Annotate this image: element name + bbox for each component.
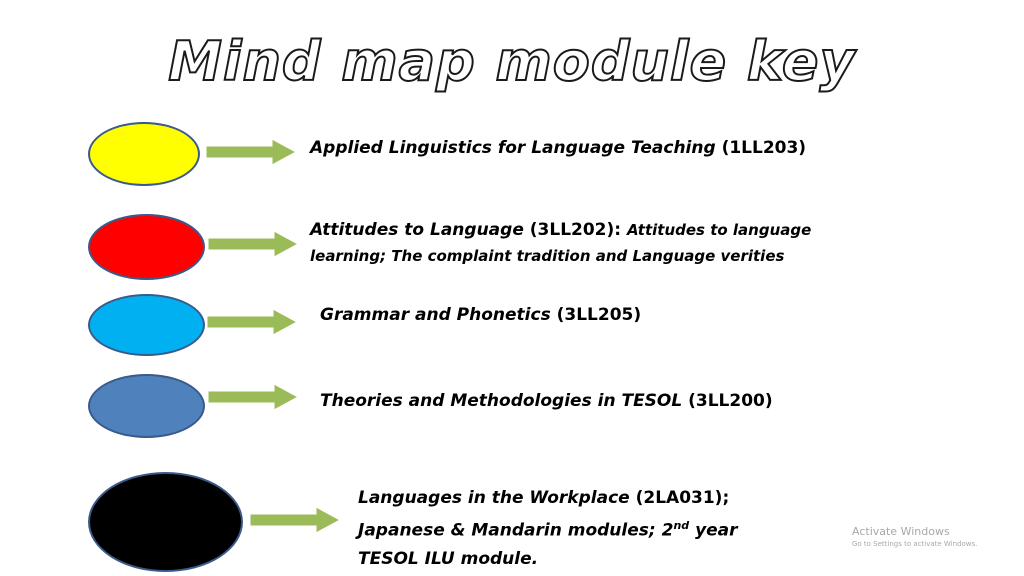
page-title: Mind map module key: [168, 30, 856, 93]
black-oval: [88, 472, 243, 572]
item-label-languages-workplace: Languages in the Workplace (2LA031); Japanese & Mandarin modules; 2nd year TESOL ILU module.: [358, 488, 738, 569]
activate-windows-watermark: Activate Windows Go to Settings to activate Windows.: [852, 525, 978, 548]
red-oval: [88, 214, 205, 280]
steel-blue-oval: [88, 374, 205, 438]
item-label-attitudes-to-language: Attitudes to Language (3LL202): Attitudes to language learning; The complaint tradition and Language verities: [310, 220, 812, 265]
light-blue-oval: [88, 294, 205, 356]
arrow-icon: [208, 231, 300, 257]
arrow-icon: [250, 507, 342, 533]
item-label-applied-linguistics: Applied Linguistics for Language Teaching (1LL203): [310, 138, 807, 158]
yellow-oval: [88, 122, 200, 186]
item-label-theories-methodologies: Theories and Methodologies in TESOL (3LL200): [320, 391, 773, 411]
arrow-icon: [207, 309, 299, 335]
item-label-grammar-phonetics: Grammar and Phonetics (3LL205): [320, 305, 642, 325]
arrow-icon: [206, 139, 298, 165]
arrow-icon: [208, 384, 300, 410]
